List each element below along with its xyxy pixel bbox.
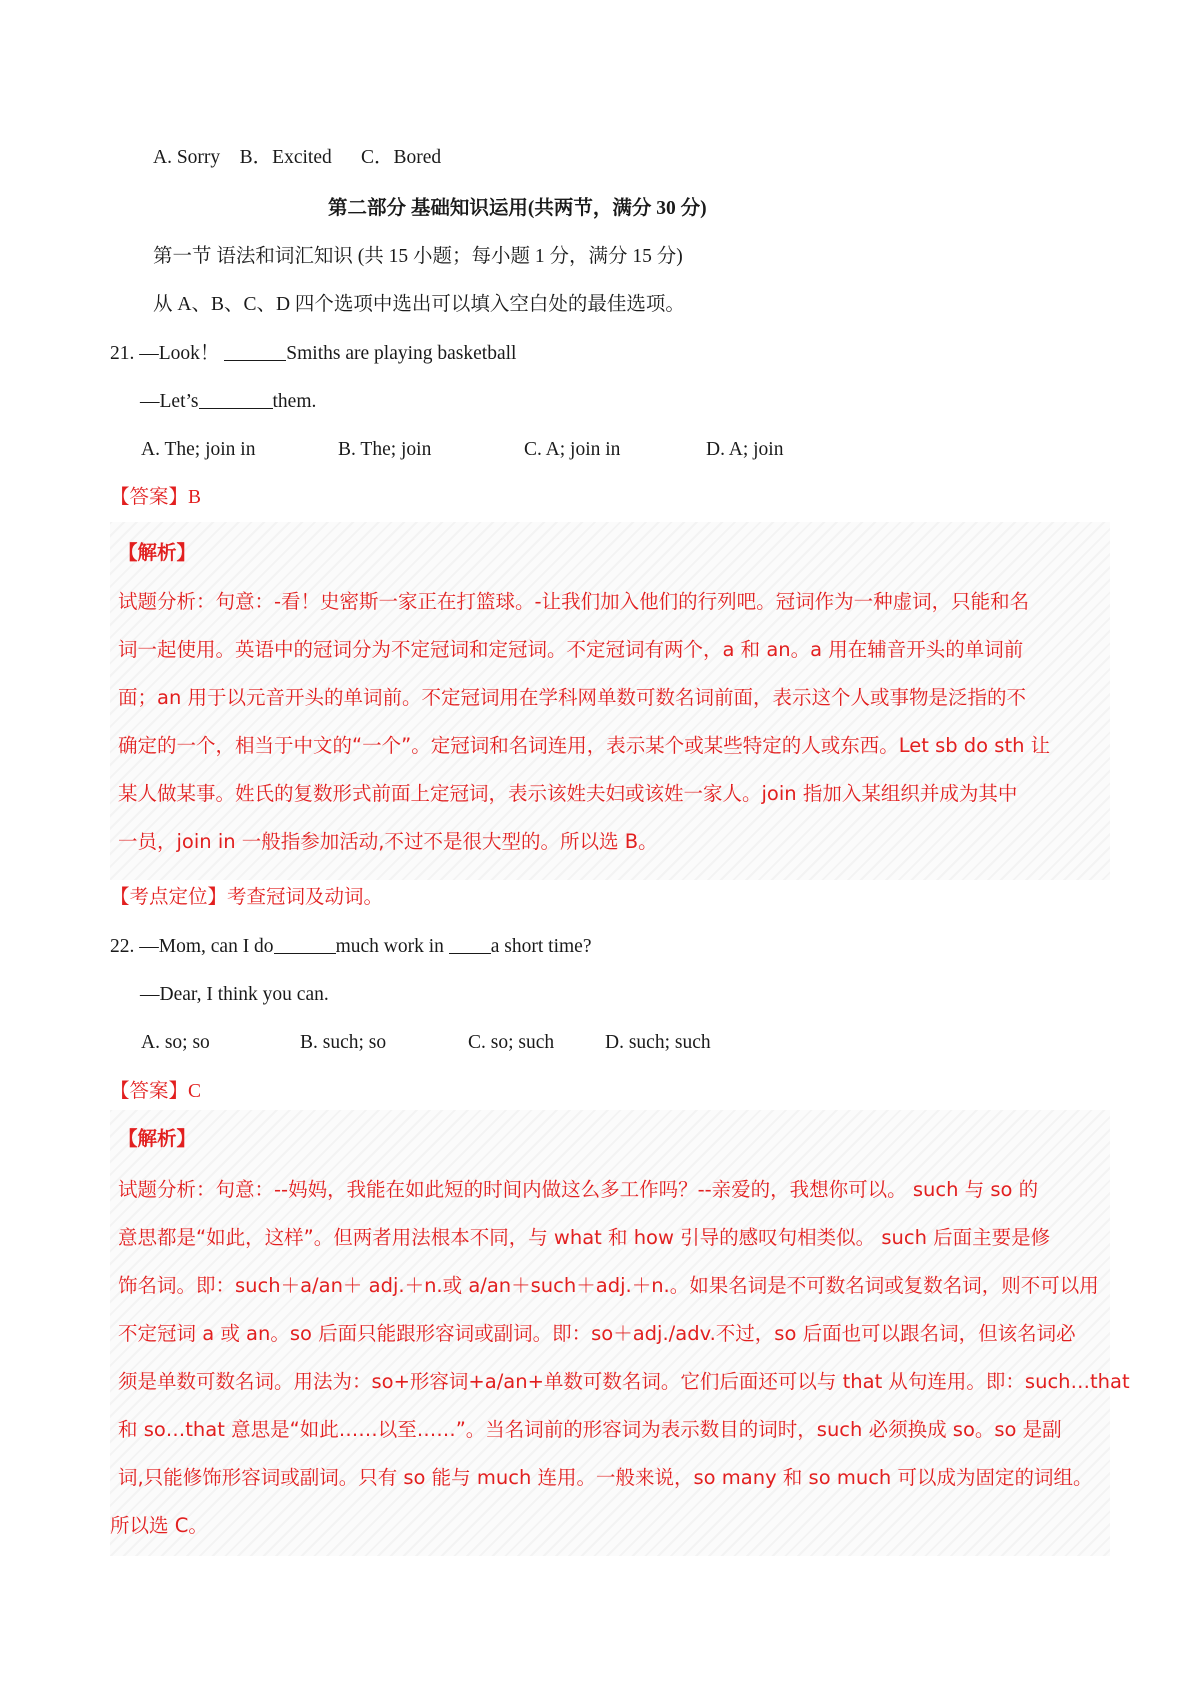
q22-analysis-line: 试题分析：句意：--妈妈，我能在如此短的时间内做这么多工作吗？--亲爱的，我想你可以。 such 与 so 的	[118, 1178, 1039, 1201]
q22-answer-value: C	[188, 1081, 202, 1102]
q22-option-c: C. so; such	[468, 1032, 555, 1053]
q21-analysis-line: 面；an 用于以元音开头的单词前。不定冠词用在学科网单数可数名词前面，表示这个人或事物是泛指的不	[118, 686, 1027, 709]
q22-option-d: D. such; such	[605, 1032, 711, 1053]
q21-option-b: B. The; join	[338, 439, 432, 460]
q22-analysis-line: 不定冠词 a 或 an。so 后面只能跟形容词或副词。即：so＋adj./adv.不过，so 后面也可以跟名词，但该名词必	[118, 1322, 1076, 1345]
q20-option-c: C．Bored	[361, 147, 442, 168]
q21-analysis-label: 【解析】	[118, 543, 197, 564]
q22-analysis-line: 意思都是“如此，这样”。但两者用法根本不同，与 what 和 how 引导的感叹句相类似。 such 后面主要是修	[118, 1226, 1051, 1249]
q21-stem-pre: 21. —Look！	[110, 343, 220, 364]
instruction: 从 A、B、C、D 四个选项中选出可以填入空白处的最佳选项。	[153, 294, 685, 315]
q21-analysis-line: 确定的一个，相当于中文的“一个”。定冠词和名词连用，表示某个或某些特定的人或东西。Let sb do sth 让	[118, 734, 1051, 757]
q20-option-a: A. Sorry	[153, 147, 221, 168]
part2-title: 第二部分 基础知识运用(共两节，满分 30 分)	[328, 198, 707, 219]
q21-answer-label: 【答案】	[110, 487, 189, 508]
q22-answer-label: 【答案】	[110, 1081, 189, 1102]
q22-blank-2	[449, 935, 491, 954]
q21-analysis-line: 某人做某事。姓氏的复数形式前面上定冠词，表示该姓夫妇或该姓一家人。join 指加入某组织并成为其中	[118, 782, 1018, 805]
q22-stem-pre: 22. —Mom, can I do	[110, 936, 274, 957]
q21-blank-2	[199, 390, 273, 409]
q21-blank-1	[224, 342, 286, 361]
section1-heading: 第一节 语法和词汇知识 (共 15 小题；每小题 1 分，满分 15 分)	[153, 246, 683, 267]
q21-option-a: A. The; join in	[141, 439, 256, 460]
q21-stem	[110, 342, 516, 365]
q21-reply	[140, 390, 316, 413]
q21-point-label: 【考点定位】	[110, 887, 228, 908]
q22-stem-mid: much work in	[335, 936, 449, 957]
q21-point	[110, 886, 383, 909]
q22-stem	[110, 935, 591, 958]
q21-stem-post: Smiths are playing basketball	[286, 343, 517, 364]
q22-answer	[110, 1080, 201, 1103]
q22-analysis-line: 须是单数可数名词。用法为：so+形容词+a/an+单数可数名词。它们后面还可以与 that 从句连用。即：such…that	[118, 1370, 1130, 1393]
q22-analysis-line: 饰名词。即：such＋a/an＋ adj.＋n.或 a/an＋such＋adj.＋n.。如果名词是不可数名词或复数名词，则不可以用	[118, 1274, 1099, 1297]
q21-point-value: 考查冠词及动词。	[227, 887, 384, 908]
q22-option-a: A. so; so	[141, 1032, 210, 1053]
q22-analysis-line: 和 so…that 意思是“如此……以至……”。当名词前的形容词为表示数目的词时，such 必须换成 so。so 是副	[118, 1418, 1062, 1441]
q21-answer	[110, 486, 201, 509]
q21-answer-value: B	[188, 487, 202, 508]
q21-analysis-line: 试题分析：句意：-看！史密斯一家正在打篮球。-让我们加入他们的行列吧。冠词作为一种虚词，只能和名	[118, 590, 1030, 613]
q22-analysis-line: 词,只能修饰形容词或副词。只有 so 能与 much 连用。一般来说，so many 和 so much 可以成为固定的词组。	[118, 1466, 1093, 1489]
q21-reply-pre: —Let’s	[140, 391, 199, 412]
q20-options	[153, 146, 441, 169]
q22-blank-1	[274, 935, 336, 954]
q22-option-b: B. such; so	[300, 1032, 387, 1053]
q22-analysis-line: 所以选 C。	[110, 1514, 208, 1537]
q22-analysis-label: 【解析】	[118, 1129, 197, 1150]
q21-reply-post: them.	[272, 391, 317, 412]
q21-option-c: C. A; join in	[524, 439, 621, 460]
q21-analysis-line: 一员，join in 一般指参加活动,不过不是很大型的。所以选 B。	[118, 830, 658, 853]
q22-reply: —Dear, I think you can.	[140, 984, 329, 1005]
q22-stem-post: a short time?	[490, 936, 592, 957]
q21-analysis-line: 词一起使用。英语中的冠词分为不定冠词和定冠词。不定冠词有两个，a 和 an。a 用在辅音开头的单词前	[118, 638, 1024, 661]
q20-option-b: B．Excited	[239, 147, 332, 168]
q21-option-d: D. A; join	[706, 439, 784, 460]
